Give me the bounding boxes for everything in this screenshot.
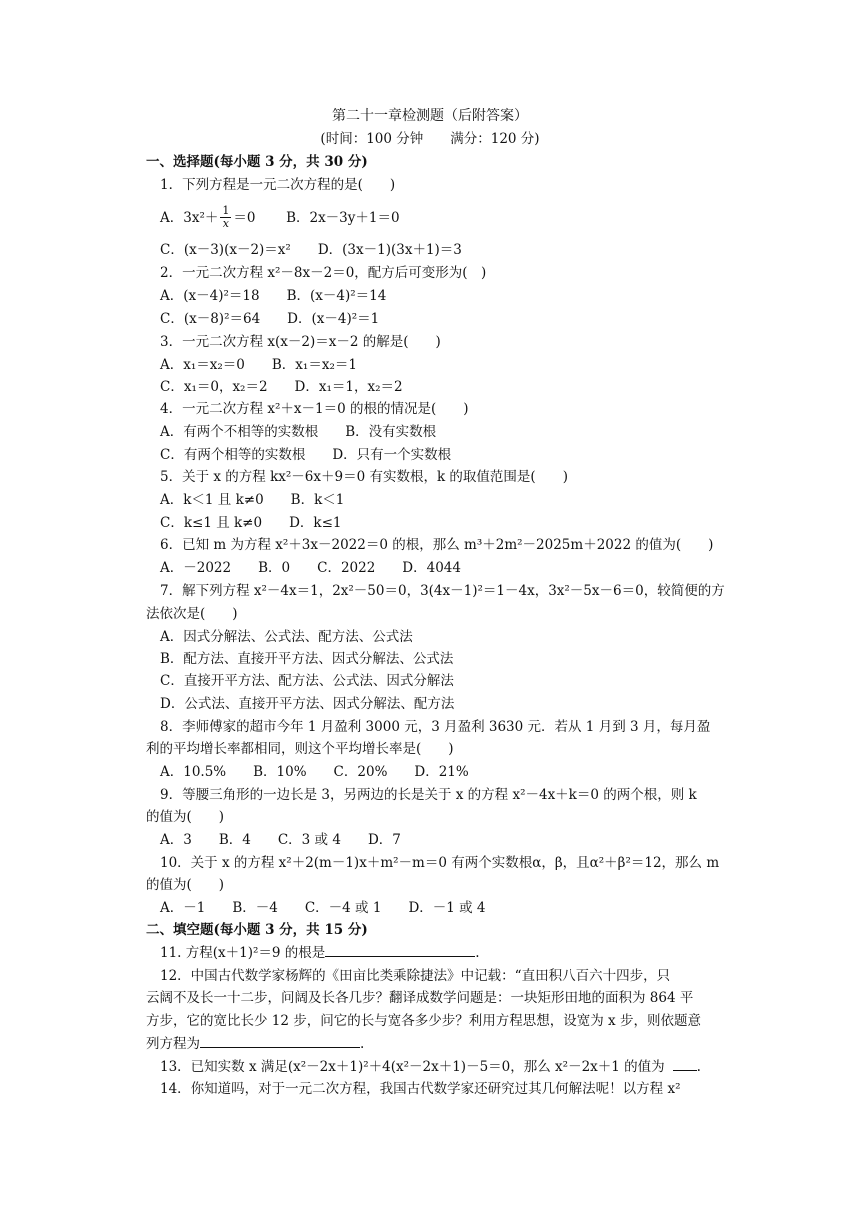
- question-1-option-a-suffix: ＝0: [233, 210, 256, 226]
- question-8-stem-line-1: 8．李师傅家的超市今年 1 月盈利 3000 元，3 月盈利 3630 元．若从 1 月到 3 月，每月盈: [160, 719, 711, 735]
- question-12-line-2: 云阔不及长一十二步，问阔及长各几步？翻译成数学问题是：一块矩形田地的面积为 864 平: [146, 990, 694, 1006]
- question-2-stem: 2．一元二次方程 x²－8x－2＝0，配方后可变形为( ): [160, 265, 487, 281]
- question-12-line-4: [146, 1035, 364, 1053]
- question-4-options-cd: C．有两个相等的实数根 D．只有一个实数根: [160, 447, 452, 463]
- question-14-line-1: 14．你知道吗，对于一元二次方程，我国古代数学家还研究过其几何解法呢！以方程 x²: [160, 1081, 681, 1097]
- question-4-stem: 4．一元二次方程 x²＋x－1＝0 的根的情况是( ): [160, 401, 469, 417]
- question-12-line-3: 方步，它的宽比长少 12 步，问它的长与宽各多少步？利用方程思想，设宽为 x 步，则依题意: [146, 1013, 701, 1029]
- question-13-answer-blank[interactable]: [673, 1058, 697, 1071]
- question-7-option-a: A．因式分解法、公式法、配方法、公式法: [160, 629, 413, 645]
- question-3-options-ab: A．x₁＝x₂＝0 B．x₁＝x₂＝1: [160, 357, 357, 373]
- question-4-options-ab: A．有两个不相等的实数根 B．没有实数根: [160, 424, 437, 440]
- question-1-stem: 1．下列方程是一元二次方程的是( ): [160, 177, 396, 193]
- question-7-option-d: D．公式法、直接开平方法、因式分解法、配方法: [160, 696, 455, 712]
- question-12-answer-blank[interactable]: [200, 1035, 360, 1048]
- question-5-options-ab: A．k＜1 且 k≠0 B．k＜1: [160, 492, 345, 508]
- question-11: [160, 944, 480, 962]
- question-10-stem-line-1: 10．关于 x 的方程 x²＋2(m－1)x＋m²－m＝0 有两个实数根α，β，且α²＋β²＝12，那么 m: [160, 855, 720, 871]
- question-2-options-ab: A．(x－4)²＝18 B．(x－4)²＝14: [160, 288, 387, 304]
- question-6-stem: 6．已知 m 为方程 x²＋3x－2022＝0 的根，那么 m³＋2m²－2025m＋2022 的值为( ): [160, 537, 714, 553]
- section-heading-choice: 一、选择题(每小题 3 分，共 30 分): [146, 154, 368, 170]
- fraction-one-over-x: [220, 205, 231, 230]
- page-subtitle: (时间：100 分钟 满分：120 分): [320, 131, 540, 147]
- question-13: [160, 1058, 701, 1076]
- question-1-options-ab: [160, 206, 400, 231]
- question-12-text: 列方程为: [146, 1036, 200, 1052]
- fraction-numerator: 1: [222, 204, 230, 217]
- question-2-options-cd: C．(x－8)²＝64 D．(x－4)²＝1: [160, 311, 380, 327]
- question-12-line-1: 12．中国古代数学家杨辉的《田亩比类乘除捷法》中记载：“直田积八百六十四步，只: [160, 968, 671, 984]
- section-heading-fill-in: 二、填空题(每小题 3 分，共 15 分): [146, 922, 368, 938]
- question-10-stem-line-2: 的值为( ): [146, 877, 225, 893]
- question-8-stem-line-2: 利的平均增长率都相同，则这个平均增长率是( ): [146, 741, 454, 757]
- question-12-period: .: [360, 1036, 365, 1052]
- question-11-text: 11. 方程(x＋1)²＝9 的根是: [160, 945, 326, 961]
- question-9-stem-line-1: 9．等腰三角形的一边长是 3，另两边的长是关于 x 的方程 x²－4x＋k＝0 的两个根，则 k: [160, 787, 697, 803]
- question-6-options: A．－2022 B．0 C．2022 D．4044: [160, 560, 461, 576]
- question-7-stem-line-2: 法依次是( ): [146, 606, 238, 622]
- question-5-stem: 5．关于 x 的方程 kx²－6x＋9＝0 有实数根，k 的取值范围是( ): [160, 469, 568, 485]
- page-title: 第二十一章检测题（后附答案）: [332, 108, 528, 124]
- question-13-period: .: [696, 1059, 701, 1075]
- question-1-options-cd: C．(x－3)(x－2)＝x² D．(3x－1)(3x＋1)＝3: [160, 242, 462, 258]
- question-11-answer-blank[interactable]: [325, 944, 475, 957]
- question-7-stem-line-1: 7．解下列方程 x²－4x＝1，2x²－50＝0，3(4x－1)²＝1－4x，3x²－5x－6＝0，较简便的方: [160, 583, 725, 599]
- question-5-options-cd: C．k≤1 且 k≠0 D．k≤1: [160, 515, 342, 531]
- question-13-text: 13．已知实数 x 满足(x²－2x＋1)²＋4(x²－2x＋1)－5＝0，那么 x²－2x＋1 的值为: [160, 1059, 665, 1075]
- question-9-stem-line-2: 的值为( ): [146, 809, 225, 825]
- question-1-option-a-prefix: A．3x²＋: [160, 210, 219, 226]
- question-8-options: A．10.5% B．10% C．20% D．21%: [160, 764, 469, 780]
- question-9-options: A．3 B．4 C．3 或 4 D．7: [160, 832, 401, 848]
- fraction-denominator: x: [222, 217, 229, 230]
- question-10-options: A．－1 B．－4 C．－4 或 1 D．－1 或 4: [160, 900, 486, 916]
- question-3-stem: 3．一元二次方程 x(x－2)＝x－2 的解是( ): [160, 334, 441, 350]
- question-7-option-b: B．配方法、直接开平方法、因式分解法、公式法: [160, 651, 454, 667]
- question-3-options-cd: C．x₁＝0，x₂＝2 D．x₁＝1，x₂＝2: [160, 379, 403, 395]
- question-11-period: .: [475, 945, 480, 961]
- question-7-option-c: C．直接开平方法、配方法、公式法、因式分解法: [160, 673, 454, 689]
- question-1-option-b: B．2x－3y＋1＝0: [286, 210, 400, 226]
